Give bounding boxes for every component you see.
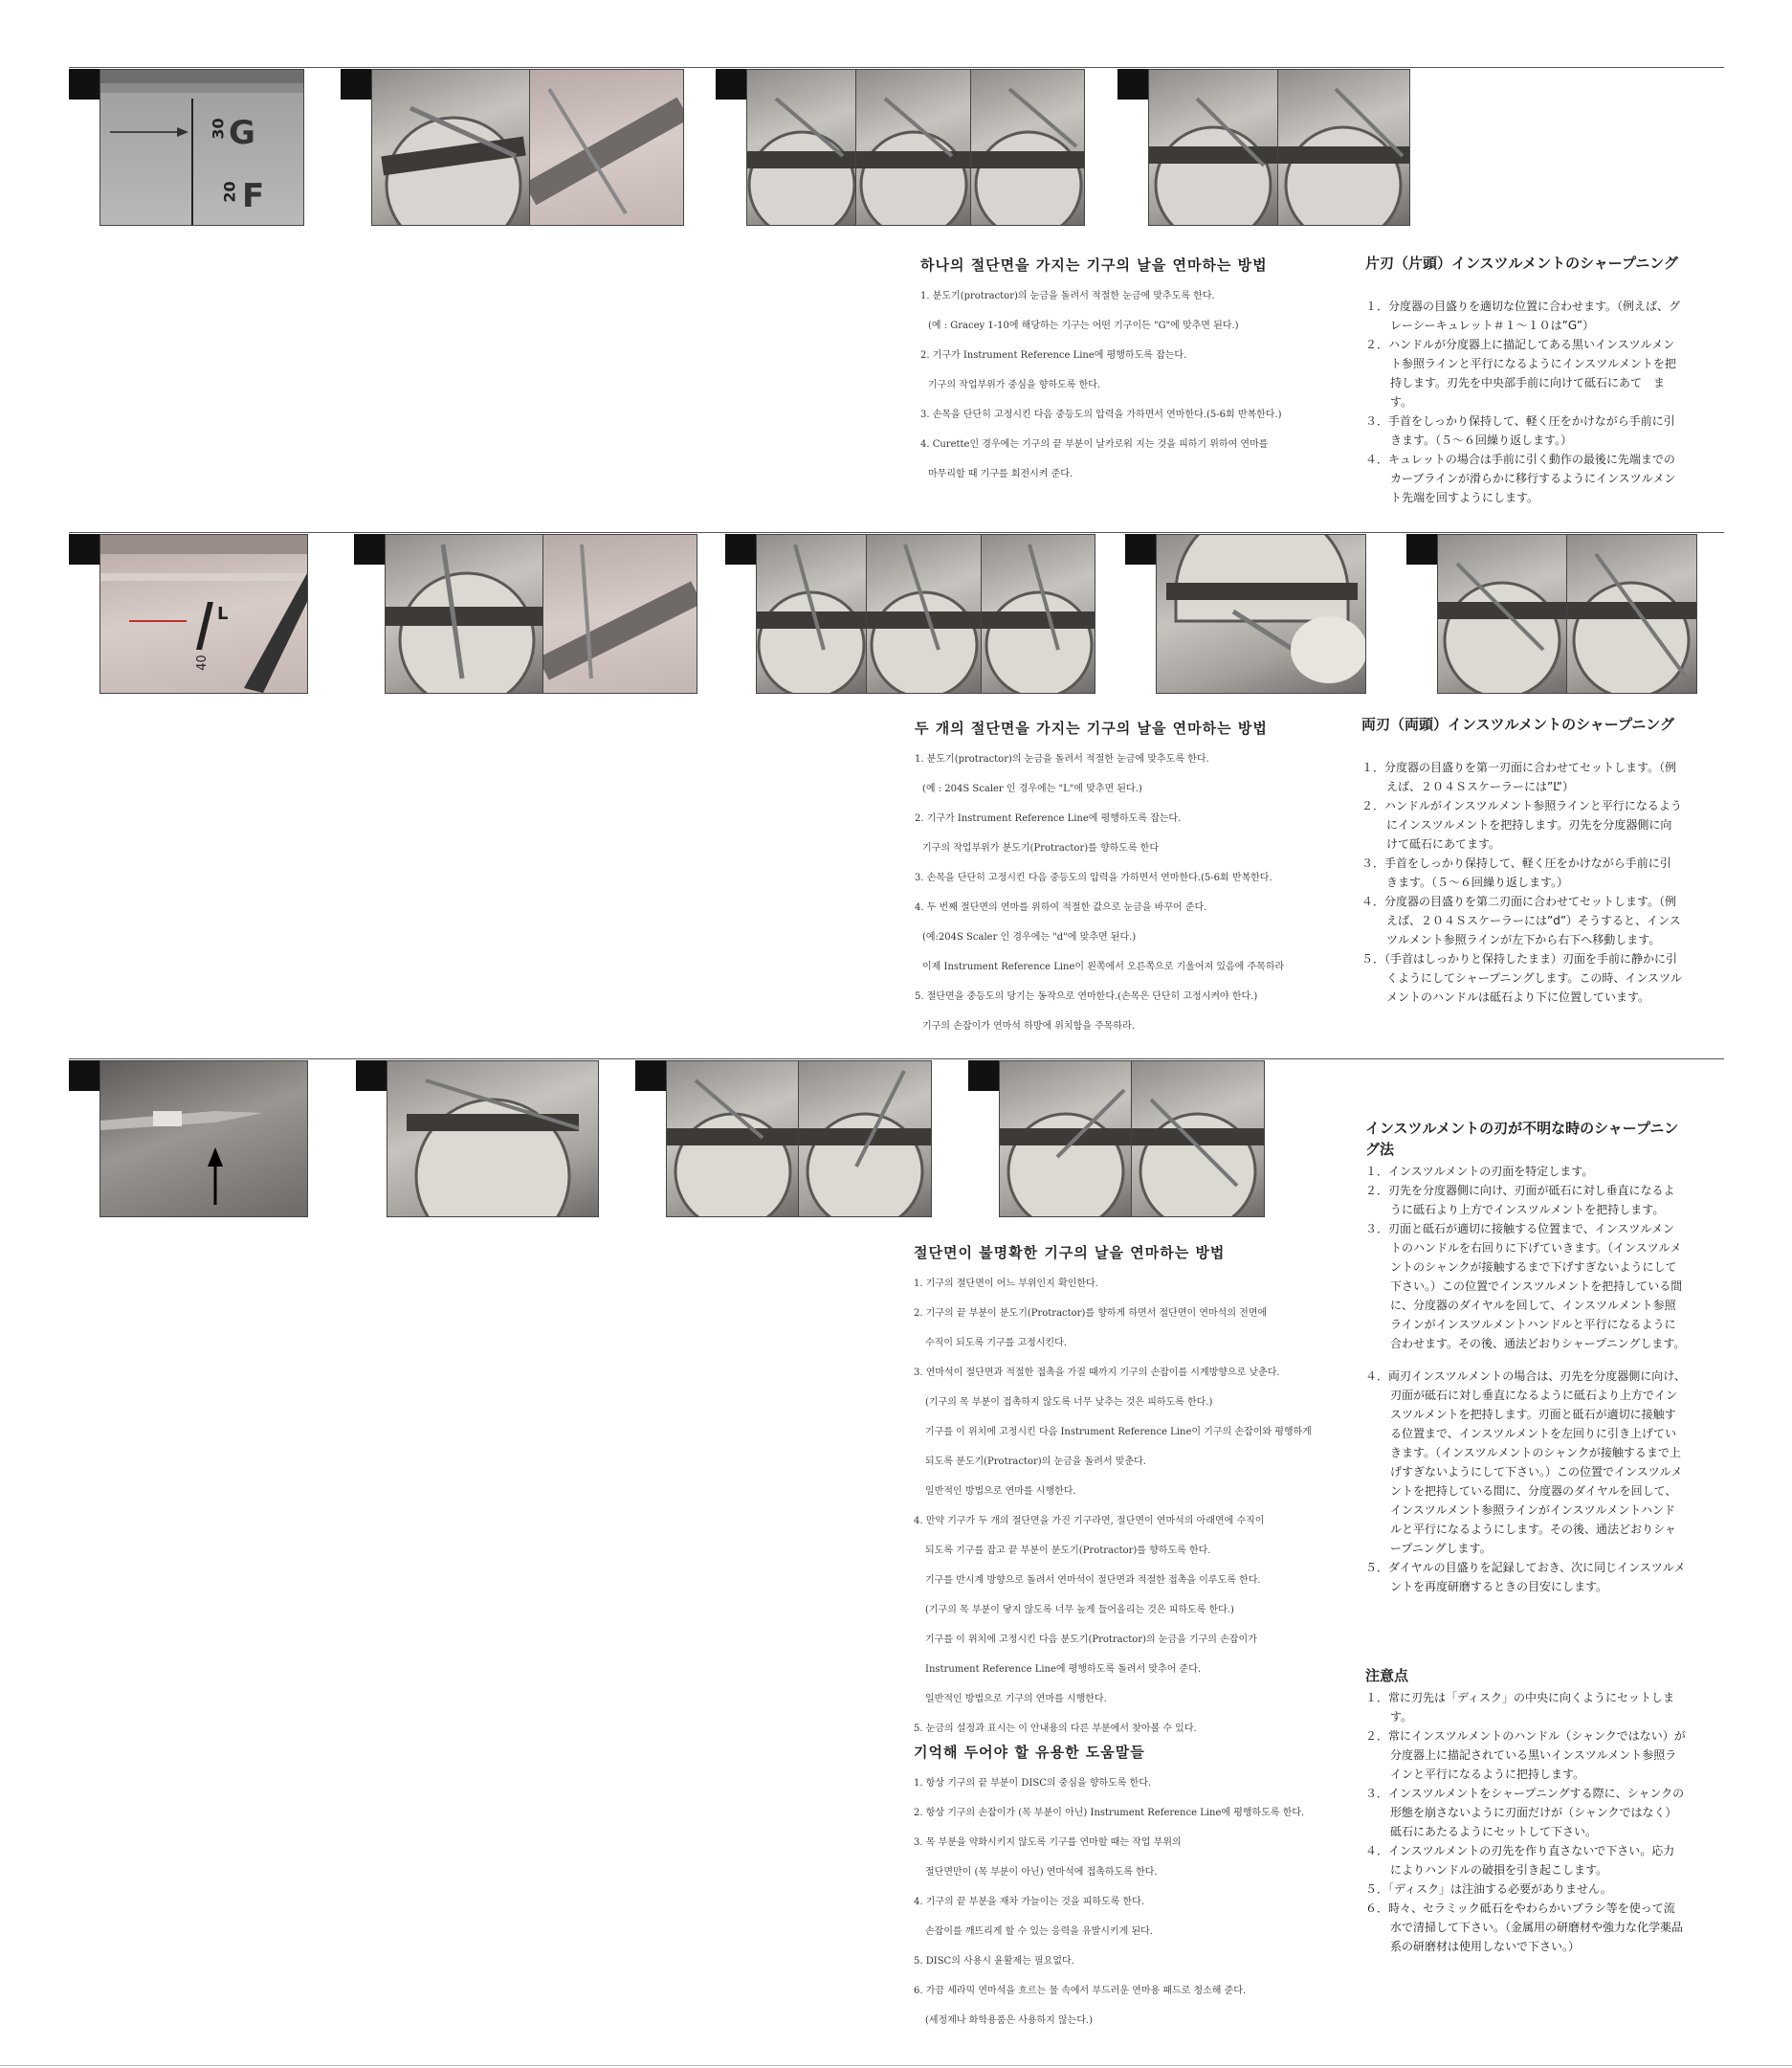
section1-jp-list (1365, 297, 1686, 507)
step-marker-2a (69, 534, 100, 565)
jp-note: ４．インスツルメントの刃先を作り直さないで下さい。応力によりハンドルの破損を引き起こします。 (1365, 1844, 1675, 1877)
jp-item: ５．ダイヤルの目盛りを記録しておき、次に同じインスツルメントを再度研磨するときの目安にします。 (1365, 1561, 1686, 1593)
section3-jp-notes-title: 注意点 (1365, 1667, 1409, 1684)
jp-note: １．常に刃先は「ディスク」の中央に向くようにセットします。 (1365, 1691, 1675, 1723)
sharpening-photo-3b (387, 1060, 599, 1217)
section2-kr-list (915, 750, 1284, 1047)
jp-item: ２．ハンドルがインスツルメント参照ラインと平行になるようにインスツルメントを把持します。刃先を分度器側に向けて砥石にあてます。 (1361, 799, 1682, 851)
sharpening-photo-3d-1 (999, 1060, 1133, 1217)
jp-note: ５．「ディスク」は注油する必要がありません。 (1365, 1882, 1612, 1896)
sharpening-photo-2c-1 (756, 534, 868, 694)
kr-line: 마무리할 때 기구를 회전시켜 준다. (928, 469, 1073, 479)
sharpening-photo-1c-2 (855, 69, 972, 226)
kr-line: (예:204S Scaler 인 경우에는 "d"에 맞추면 된다.) (922, 932, 1137, 943)
protractor-scale-photo (100, 69, 304, 226)
step-marker-2b (354, 534, 385, 565)
jp-item: １．分度器の目盛りを適切な位置に合わせます。（例えば、グレーシーキュレット＃１～１０は”G”） (1365, 300, 1681, 332)
kr-line: 되도록 분도기(Protractor)의 눈금을 돌려서 맞춘다. (925, 1456, 1146, 1467)
section3-kr-list (914, 1275, 1312, 1749)
jp-item: ４．分度器の目盛りを第二刃面に合わせてセットします。（例えば、２０４Ｓスケーラーには”d”）そうすると、インスツルメント参照ラインが左下から右下へ移動します。 (1361, 895, 1681, 946)
jp-item: ５．（手首はしっかりと保持したまま）刃面を手前に静かに引くようにしてシャープニングします。この時、インスツルメントのハンドルは砥石より下に位置しています。 (1361, 952, 1683, 1004)
jp-item: ４．キュレットの場合は手前に引く動作の最後に先端までのカーブラインが滑らかに移行するようにインスツルメント先端を回すようにします。 (1365, 453, 1676, 504)
kr-line: 되도록 기구를 잡고 끝 부분이 분도기(Protractor)를 향하도록 한다. (925, 1545, 1211, 1556)
kr-tip: (세정제나 화학용품은 사용하지 않는다.) (925, 2015, 1094, 2026)
kr-line: 기구의 손잡이가 연마석 하방에 위치함을 주목하라. (922, 1021, 1135, 1032)
sharpening-photo-1d-2 (1277, 69, 1410, 226)
scale-label-30: 30 (209, 118, 228, 140)
section3-kr-title: 절단면이 불명확한 기구의 날을 연마하는 방법 (914, 1244, 1226, 1261)
step-marker-1c (716, 69, 746, 100)
kr-line: 1. 기구의 절단면이 어느 부위인지 확인한다. (914, 1279, 1098, 1289)
kr-line: (기구의 목 부분이 닿지 않도록 너무 높게 들어올리는 것은 피하도록 한다.) (925, 1605, 1234, 1615)
sharpening-photo-1b-2 (529, 69, 684, 226)
step-marker-2c (725, 534, 756, 565)
jp-note: ２．常にインスツルメントのハンドル（シャンクではない）が分度器上に描記されている黒いインスツルメント参照ラインと平行になるように把持します。 (1365, 1729, 1686, 1781)
kr-line: 4. 두 번째 절단면의 연마를 위하여 적절한 값으로 눈금을 바꾸어 준다. (915, 902, 1207, 913)
kr-line: 기구를 반시계 방향으로 돌려서 연마석이 절단면과 적절한 접촉을 이루도록 한다. (925, 1575, 1261, 1586)
kr-line: 2. 기구가 Instrument Reference Line에 평행하도록 잡는다. (915, 813, 1182, 824)
sharpening-photo-2d (1156, 534, 1366, 694)
sharpening-photo-1d-1 (1148, 69, 1279, 226)
section3-jp-notes (1365, 1688, 1686, 1956)
jp-item: ３．手首をしっかり保持して、軽く圧をかけながら手前に引きます。（５～６回繰り返します。） (1365, 414, 1675, 447)
section2-divider (69, 532, 1724, 533)
kr-line: (예 : Gracey 1-10에 해당하는 기구는 어떤 기구이든 "G"에 맞추면 된다.) (928, 321, 1239, 331)
scale-label-20: 20 (220, 181, 239, 203)
kr-line: 이제 Instrument Reference Line이 왼쪽에서 오른쪽으로 기울어져 있음에 주목하라 (922, 962, 1285, 972)
jp-item: ４．両刃インスツルメントの場合は、刃先を分度器側に向け、刃面が砥石に対し垂直になるように砥石より上方でインスツルメントを把持します。刃面と砥石が適切に接触する位置まで、インスツルメントを左回りに引き上げていきます。（インスツルメントのシャンクが接触するまで上げすぎないようにして下さい。）この位置でインスツルメントを把持している間に、分度器のダイヤルを回して、インスツルメント参照ラインがインスツルメントハンドルと平行になるようにします。その後、通法どおりシャープニングします。 (1365, 1369, 1686, 1555)
step-marker-3c (635, 1060, 666, 1091)
jp-note: ６．時々、セラミック砥石をやわらかいブラシ等を使って流水で清掃して下さい。（金属用の研磨材や強力な化学薬品系の研磨材は使用しないで下さい。） (1365, 1901, 1684, 1953)
kr-line: 1. 분도기(protractor)의 눈금을 돌려서 적절한 눈금에 맞추도록 한다. (915, 754, 1209, 765)
kr-line: 기구를 이 위치에 고정시킨 다음 Instrument Reference Line이 기구의 손잡이와 평행하게 (925, 1427, 1312, 1437)
instrument-tip-photo (100, 1060, 308, 1217)
kr-tip: 2. 항상 기구의 손잡이가 (목 부분이 아닌) Instrument Reference Line에 평행하도록 한다. (914, 1808, 1305, 1818)
kr-tip: 1. 항상 기구의 끝 부분이 DISC의 중심을 향하도록 한다. (914, 1778, 1152, 1789)
scale-label-F: F (242, 177, 265, 215)
section2-jp-list (1361, 758, 1682, 1007)
scale-label-40: 40 (194, 655, 210, 671)
kr-tip: 손잡이를 깨뜨리게 할 수 있는 응력을 유발시키게 된다. (925, 1926, 1153, 1937)
kr-line: Instrument Reference Line에 평행하도록 돌려서 맞추어 준다. (925, 1664, 1202, 1675)
kr-line: (예 : 204S Scaler 인 경우에는 "L"에 맞추면 된다.) (922, 784, 1142, 794)
kr-line: 5. 절단면을 중등도의 당기는 동작으로 연마한다.(손목은 단단히 고정시켜야 한다.) (915, 991, 1258, 1002)
kr-line: 3. 손목을 단단히 고정시킨 다음 중등도의 압력을 가하면서 연마한다.(5-6회 반복한다.) (920, 410, 1282, 420)
kr-line: 일반적인 방법으로 연마를 시행한다. (925, 1486, 1076, 1497)
section2-jp-title: 両刃（両頭）インスツルメントのシャープニング (1361, 716, 1675, 733)
step-marker-1b (341, 69, 371, 100)
step-marker-3a (69, 1060, 100, 1091)
kr-tip: 3. 목 부분을 약화시키지 않도록 기구를 연마할 때는 작업 부위의 (914, 1837, 1182, 1848)
jp-item: １．分度器の目盛りを第一刃面に合わせてセットします。（例えば、２０４Ｓスケーラーには”L”） (1361, 761, 1677, 793)
kr-line: (기구의 목 부분이 접촉하지 않도록 너무 낮추는 것은 피하도록 한다.) (925, 1397, 1213, 1408)
kr-line: 수직이 되도록 기구를 고정시킨다. (925, 1338, 1067, 1348)
sharpening-photo-2e-2 (1566, 534, 1697, 694)
kr-line: 4. 만약 기구가 두 개의 절단면을 가진 기구라면, 절단면이 연마석의 아래면에 수직이 (914, 1516, 1265, 1526)
jp-item: ３．手首をしっかり保持して、軽く圧をかけながら手前に引きます。（５～６回繰り返します。） (1361, 856, 1671, 889)
kr-line: 3. 연마석이 절단면과 적절한 접촉을 가질 때까지 기구의 손잡이를 시계방향으로 낮춘다. (914, 1368, 1280, 1378)
sharpening-photo-2e-1 (1437, 534, 1568, 694)
kr-line: 2. 기구의 끝 부분이 분도기(Protractor)를 향하게 하면서 절단면이 연마석의 전면에 (914, 1308, 1268, 1319)
section1-jp-title: 片刃（片頭）インスツルメントのシャープニング (1365, 255, 1679, 272)
kr-line: 3. 손목을 단단히 고정시킨 다음 중등도의 압력을 가하면서 연마한다.(5-6회 반복한다. (915, 873, 1272, 883)
jp-note: ３．インスツルメントをシャープニングする際に、シャンクの形態を崩さないように刃面だけが（シャンクではなく）砥石にあたるようにセットして下さい。 (1365, 1787, 1685, 1838)
kr-line: 기구의 작업부위가 분도기(Protractor)를 향하도록 한다 (922, 843, 1160, 854)
jp-item: ２．ハンドルが分度器上に描記してある黒いインスツルメント参照ラインと平行になるようにインスツルメントを把持します。刃先を中央部手前に向けて砥石にあて ます。 (1365, 338, 1676, 409)
step-marker-1a (69, 69, 100, 100)
sharpening-photo-2b-1 (385, 534, 544, 694)
bottom-divider (0, 2065, 1792, 2066)
section1-divider (69, 67, 1724, 68)
sharpening-photo-2b-2 (542, 534, 697, 694)
kr-line: 일반적인 방법으로 기구의 연마를 시행한다. (925, 1694, 1107, 1704)
jp-item: １．インスツルメントの刃面を特定します。 (1365, 1165, 1594, 1178)
kr-tip: 절단면만이 (목 부분이 아닌) 연마석에 접촉하도록 한다. (925, 1867, 1158, 1878)
kr-line: 4. Curette인 경우에는 기구의 끝 부분이 날카로워 지는 것을 피하기 위하여 연마를 (920, 439, 1269, 450)
instrument-tip (100, 1061, 307, 1216)
jp-item: ２．刃先を分度器側に向け、刃面が砥石に対し垂直になるように砥石より上方でインスツルメントを把持します。 (1365, 1184, 1675, 1216)
scale-label-L: L (217, 604, 229, 624)
sharpening-photo-3c-2 (798, 1060, 932, 1217)
step-marker-3d (968, 1060, 999, 1091)
sharpening-photo-3c-1 (666, 1060, 800, 1217)
kr-tip: 4. 기구의 끝 부분을 재차 가늘이는 것을 피하도록 한다. (914, 1897, 1145, 1907)
protractor-scale-photo-2 (100, 534, 308, 694)
kr-line: 기구의 작업부위가 중심을 향하도록 한다. (928, 380, 1101, 390)
sharpening-photo-3d-2 (1131, 1060, 1265, 1217)
sharpening-photo-1c-3 (970, 69, 1085, 226)
step-marker-1d (1117, 69, 1148, 100)
step-marker-2e (1406, 534, 1437, 565)
section2-kr-title: 두 개의 절단면을 가지는 기구의 날을 연마하는 방법 (915, 720, 1268, 737)
kr-line: 2. 기구가 Instrument Reference Line에 평행하도록 잡는다. (920, 350, 1187, 361)
sharpening-photo-2c-2 (866, 534, 983, 694)
section3-divider (69, 1058, 1724, 1059)
kr-line: 기구를 이 위치에 고정시킨 다음 분도기(Protractor)의 눈금을 기구의 손잡이가 (925, 1634, 1257, 1645)
kr-tip: 6. 가끔 세라믹 연마석을 흐르는 물 속에서 부드러운 연마용 패드로 청소해 준다. (914, 1986, 1247, 1996)
section3-jp-title: インスツルメントの刃が不明な時のシャープニング法 (1365, 1120, 1679, 1158)
section3-kr-tips (914, 1774, 1304, 2041)
section1-kr-list (920, 287, 1282, 495)
section3-jp-list (1365, 1162, 1686, 1596)
step-marker-2d (1125, 534, 1156, 565)
sharpening-photo-1c-1 (746, 69, 857, 226)
kr-tip: 5. DISC의 사용시 윤활제는 필요없다. (914, 1956, 1074, 1967)
section1-kr-title: 하나의 절단면을 가지는 기구의 날을 연마하는 방법 (920, 256, 1268, 274)
step-marker-3b (356, 1060, 387, 1091)
jp-item: ３．刃面と砥石が適切に接触する位置まで、インスツルメントのハンドルを右回りに下げていきます。（インスツルメントのシャンクが接触するまで下げすぎないようにして下さい。）この位置でインスツルメントを把持している間に、分度器のダイヤルを回して、インスツルメント参照ラインがインスツルメントハンドルと平行になるように合わせます。その後、通法どおりシャープニングします。 (1365, 1222, 1686, 1350)
sharpening-photo-1b-1 (371, 69, 531, 226)
sharpening-photo-2c-3 (981, 534, 1095, 694)
scale-closeup (100, 70, 303, 225)
section3-kr-tips-title: 기억해 두어야 할 유용한 도움말들 (914, 1744, 1145, 1761)
kr-line: 1. 분도기(protractor)의 눈금을 돌려서 적절한 눈금에 맞추도록 한다. (920, 291, 1215, 301)
scale-label-G: G (229, 114, 255, 152)
kr-line: 5. 눈금의 설정과 표시는 이 안내용의 다른 부분에서 찾아볼 수 있다. (914, 1723, 1197, 1734)
